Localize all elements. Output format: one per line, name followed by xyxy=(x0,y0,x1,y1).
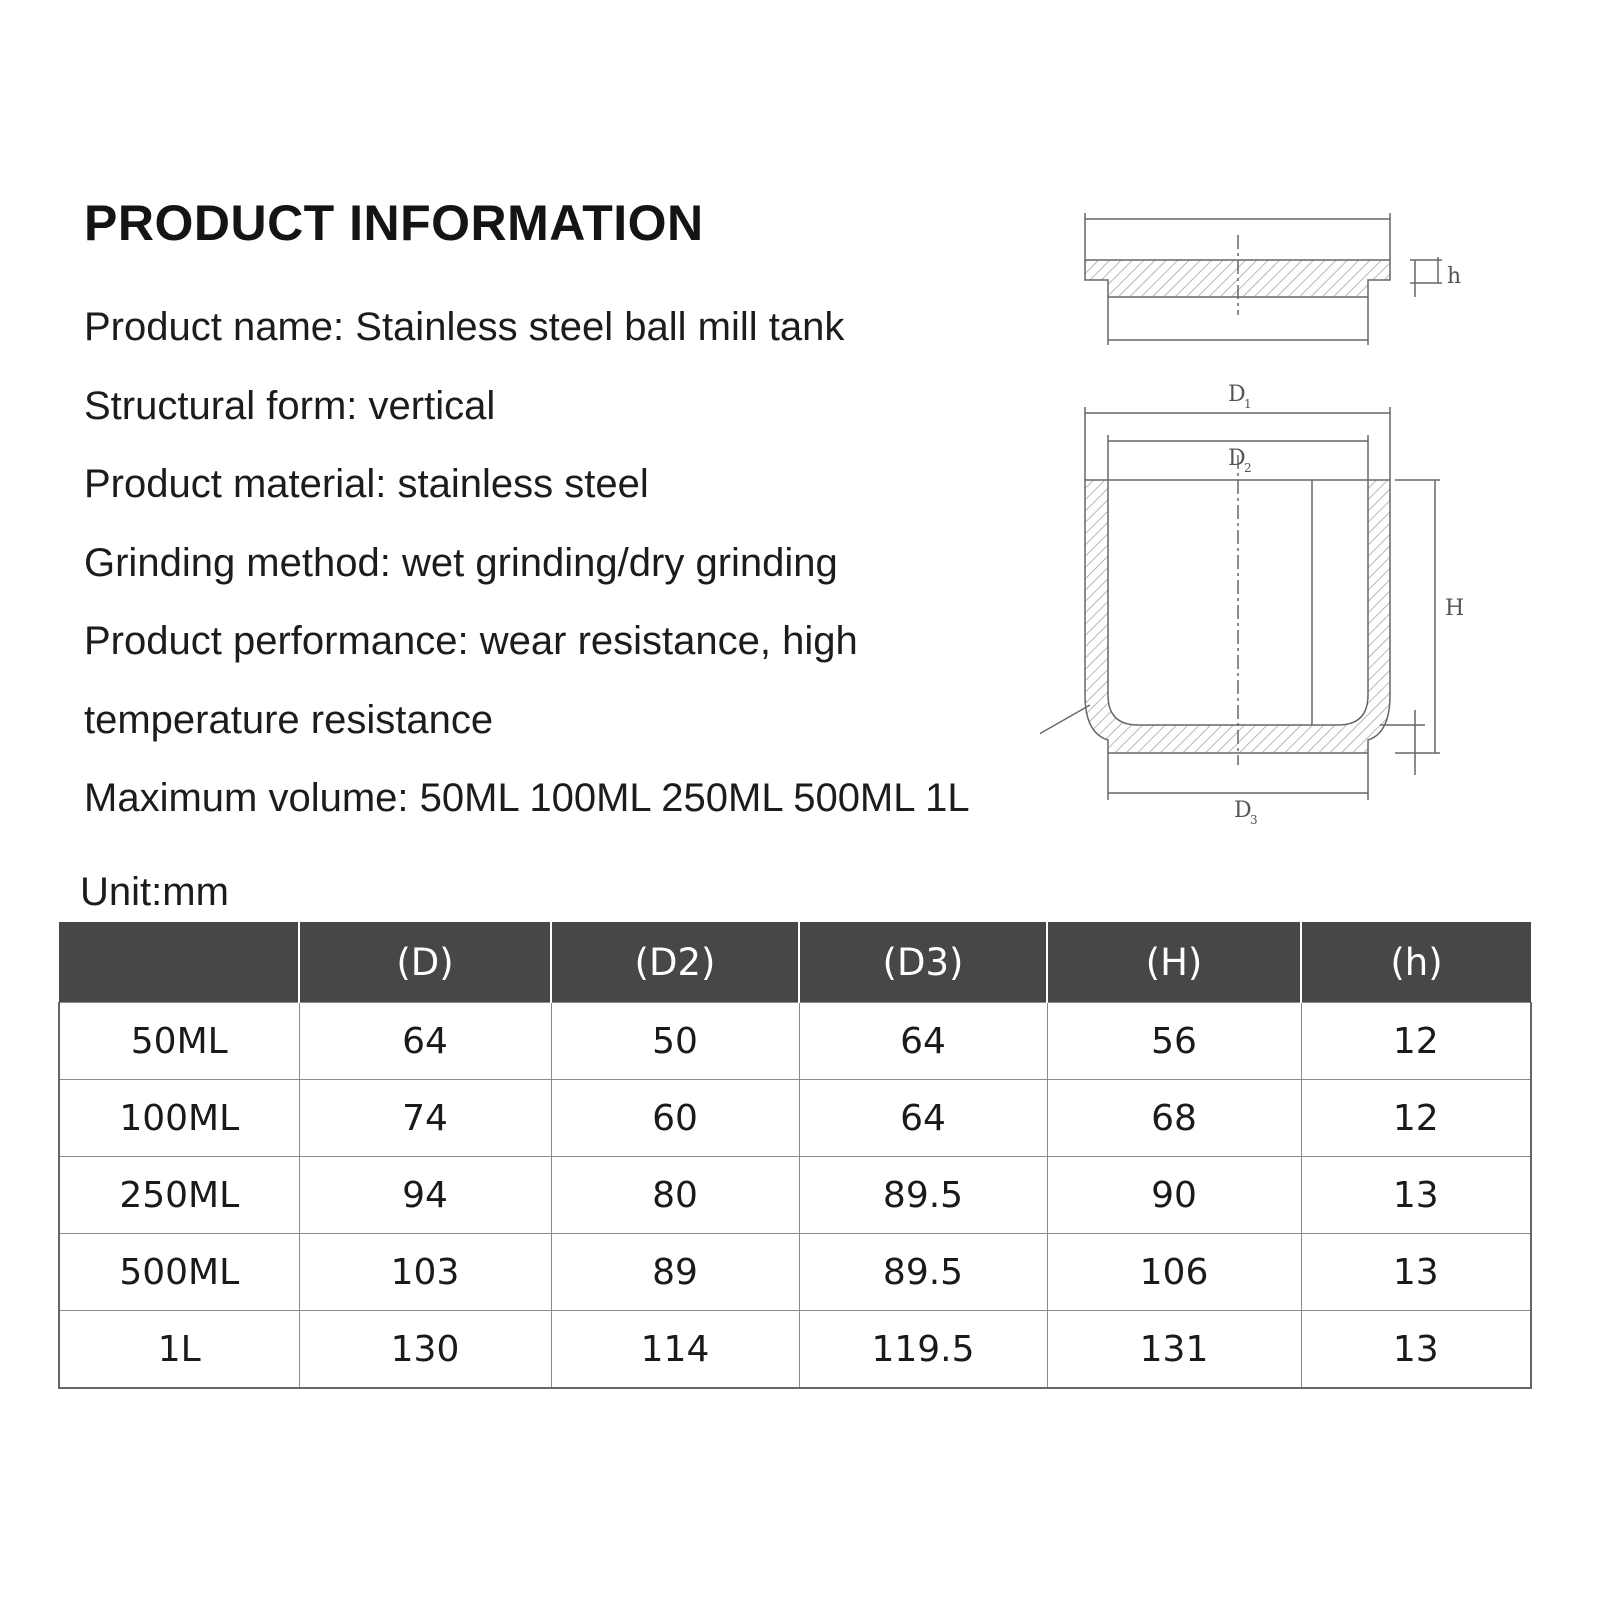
info-label: Product name : xyxy=(84,305,355,349)
table-cell: 13 xyxy=(1301,1311,1531,1389)
d1-subscript: 1 xyxy=(1244,397,1252,411)
table-row xyxy=(59,1003,1531,1080)
table-cell: 90 xyxy=(1047,1157,1301,1234)
table-row xyxy=(59,1311,1531,1389)
table-cell: 103 xyxy=(299,1234,551,1311)
info-product-performance-continued xyxy=(84,681,1004,760)
table-cell: 100ML xyxy=(59,1080,299,1157)
table-cell: 94 xyxy=(299,1157,551,1234)
table-cell: 119.5 xyxy=(799,1311,1047,1389)
info-label: Grinding method : xyxy=(84,541,402,585)
table-cell: 56 xyxy=(1047,1003,1301,1080)
info-value: temperature resistance xyxy=(84,697,494,742)
table-cell: 1L xyxy=(59,1311,299,1389)
info-label: Structural form : xyxy=(84,384,369,428)
column-header-h-big: (H) xyxy=(1047,922,1301,1003)
table-cell: 89.5 xyxy=(799,1157,1047,1234)
table-cell: 12 xyxy=(1301,1003,1531,1080)
d1-label: D xyxy=(1228,382,1246,407)
column-header-d2: (D2) xyxy=(551,922,799,1003)
info-maximum-volume xyxy=(84,759,1004,838)
table-cell: 60 xyxy=(551,1080,799,1157)
tank-technical-drawing xyxy=(1040,205,1500,865)
table-cell: 13 xyxy=(1301,1234,1531,1311)
lid-height-label: h xyxy=(1447,264,1462,289)
info-label: Product material : xyxy=(84,462,397,506)
d3-label: D xyxy=(1234,798,1252,823)
column-header-h-small: (h) xyxy=(1301,922,1531,1003)
table-cell: 68 xyxy=(1047,1080,1301,1157)
table-row xyxy=(59,1234,1531,1311)
table-cell: 64 xyxy=(799,1080,1047,1157)
unit-label: Unit:mm xyxy=(80,870,229,914)
table-cell: 50ML xyxy=(59,1003,299,1080)
table-cell: 50 xyxy=(551,1003,799,1080)
table-cell: 89 xyxy=(551,1234,799,1311)
lid-drawing xyxy=(1085,213,1442,345)
table-cell: 250ML xyxy=(59,1157,299,1234)
table-cell: 114 xyxy=(551,1311,799,1389)
h-label: H xyxy=(1445,596,1465,621)
table-cell: 13 xyxy=(1301,1157,1531,1234)
dimension-table xyxy=(58,922,1532,1389)
info-value: vertical xyxy=(368,383,496,428)
table-header-row xyxy=(59,922,1531,1003)
table-cell: 64 xyxy=(299,1003,551,1080)
info-label: Maximum volume : xyxy=(84,776,420,820)
info-value: wear resistance, high xyxy=(479,619,858,663)
product-info-list xyxy=(84,288,1004,838)
info-label: Product performance : xyxy=(84,619,480,663)
info-product-name xyxy=(84,288,1004,367)
info-product-performance xyxy=(84,602,1004,681)
table-cell: 89.5 xyxy=(799,1234,1047,1311)
info-structural-form xyxy=(84,367,1004,446)
table-cell: 106 xyxy=(1047,1234,1301,1311)
page-title: PRODUCT INFORMATION xyxy=(84,195,704,251)
info-product-material xyxy=(84,445,1004,524)
d2-label: D xyxy=(1228,446,1246,471)
info-value: stainless steel xyxy=(397,462,649,506)
info-grinding-method xyxy=(84,524,1004,603)
table-cell: 500ML xyxy=(59,1234,299,1311)
d3-subscript: 3 xyxy=(1250,813,1258,827)
info-value: Stainless steel ball mill tank xyxy=(355,305,845,349)
table-cell: 12 xyxy=(1301,1080,1531,1157)
column-header-d3: (D3) xyxy=(799,922,1047,1003)
info-value: 50ML 100ML 250ML 500ML 1L xyxy=(419,776,970,820)
column-header-size xyxy=(59,922,299,1003)
info-value: wet grinding/dry grinding xyxy=(401,540,838,585)
table-row xyxy=(59,1080,1531,1157)
table-cell: 130 xyxy=(299,1311,551,1389)
table-cell: 74 xyxy=(299,1080,551,1157)
column-header-d: (D) xyxy=(299,922,551,1003)
table-row xyxy=(59,1157,1531,1234)
table-cell: 64 xyxy=(799,1003,1047,1080)
d2-subscript: 2 xyxy=(1244,461,1252,475)
table-cell: 80 xyxy=(551,1157,799,1234)
table-cell: 131 xyxy=(1047,1311,1301,1389)
